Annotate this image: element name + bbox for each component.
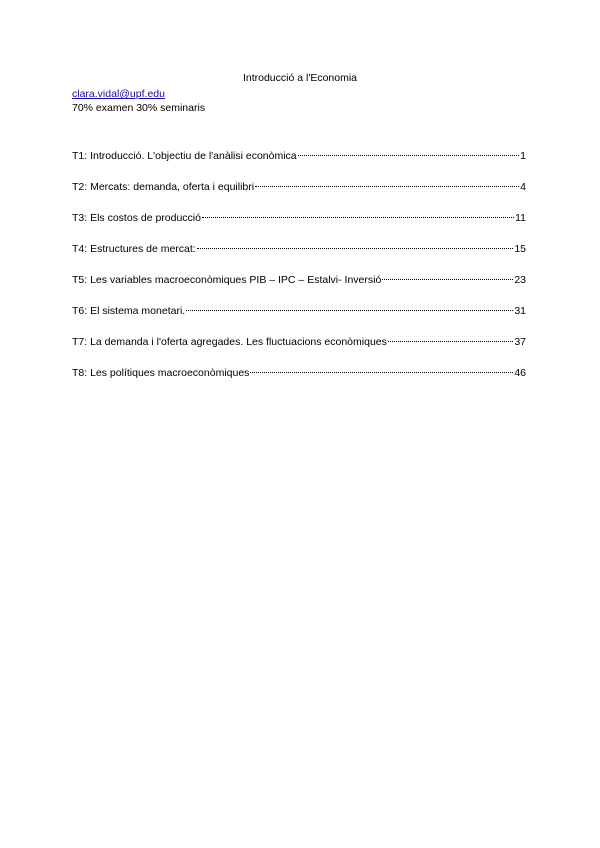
toc-entry-page: 46 [514,367,526,379]
toc-entry-t7[interactable] [72,336,526,352]
toc-entry-t2[interactable] [72,181,526,197]
toc-entry-page: 11 [515,212,526,224]
toc-entry-label: T5: Les variables macroeconòmiques PIB – IPC – Estalvi- Inversió [72,274,382,286]
toc-entry-t4[interactable] [72,243,526,259]
toc-entry-t8[interactable] [72,367,526,383]
toc-entry-t3[interactable] [72,212,526,228]
grading-text: 70% examen 30% seminaris [72,102,206,114]
toc-entry-page: 1 [520,150,526,162]
document-title: Introducció a l'Economia [242,72,358,84]
table-of-contents [72,150,526,398]
toc-leader-dots [255,186,519,187]
toc-leader-dots [197,248,514,249]
toc-leader-dots [202,217,514,218]
toc-entry-label: T1: Introducció. L'objectiu de l'anàlisi econòmica [72,150,297,162]
email-link[interactable]: clara.vidal@upf.edu [72,88,165,100]
toc-entry-page: 23 [514,274,526,286]
toc-leader-dots [298,155,520,156]
toc-leader-dots [388,341,513,342]
toc-leader-dots [382,279,513,280]
toc-entry-label: T3: Els costos de producció [72,212,201,224]
toc-entry-t1[interactable] [72,150,526,166]
toc-leader-dots [250,372,513,373]
toc-entry-label: T8: Les polítiques macroeconòmiques [72,367,250,379]
toc-entry-page: 15 [514,243,526,255]
toc-entry-label: T2: Mercats: demanda, oferta i equilibri [72,181,255,193]
toc-entry-label: T4: Estructures de mercat: [72,243,196,255]
toc-entry-page: 31 [514,305,526,317]
toc-entry-label: T7: La demanda i l'oferta agregades. Les fluctuacions econòmiques [72,336,387,348]
toc-entry-page: 4 [520,181,526,193]
toc-entry-t6[interactable] [72,305,526,321]
toc-entry-label: T6: El sistema monetari. [72,305,186,317]
toc-entry-t5[interactable] [72,274,526,290]
toc-leader-dots [186,310,513,311]
toc-entry-page: 37 [514,336,526,348]
